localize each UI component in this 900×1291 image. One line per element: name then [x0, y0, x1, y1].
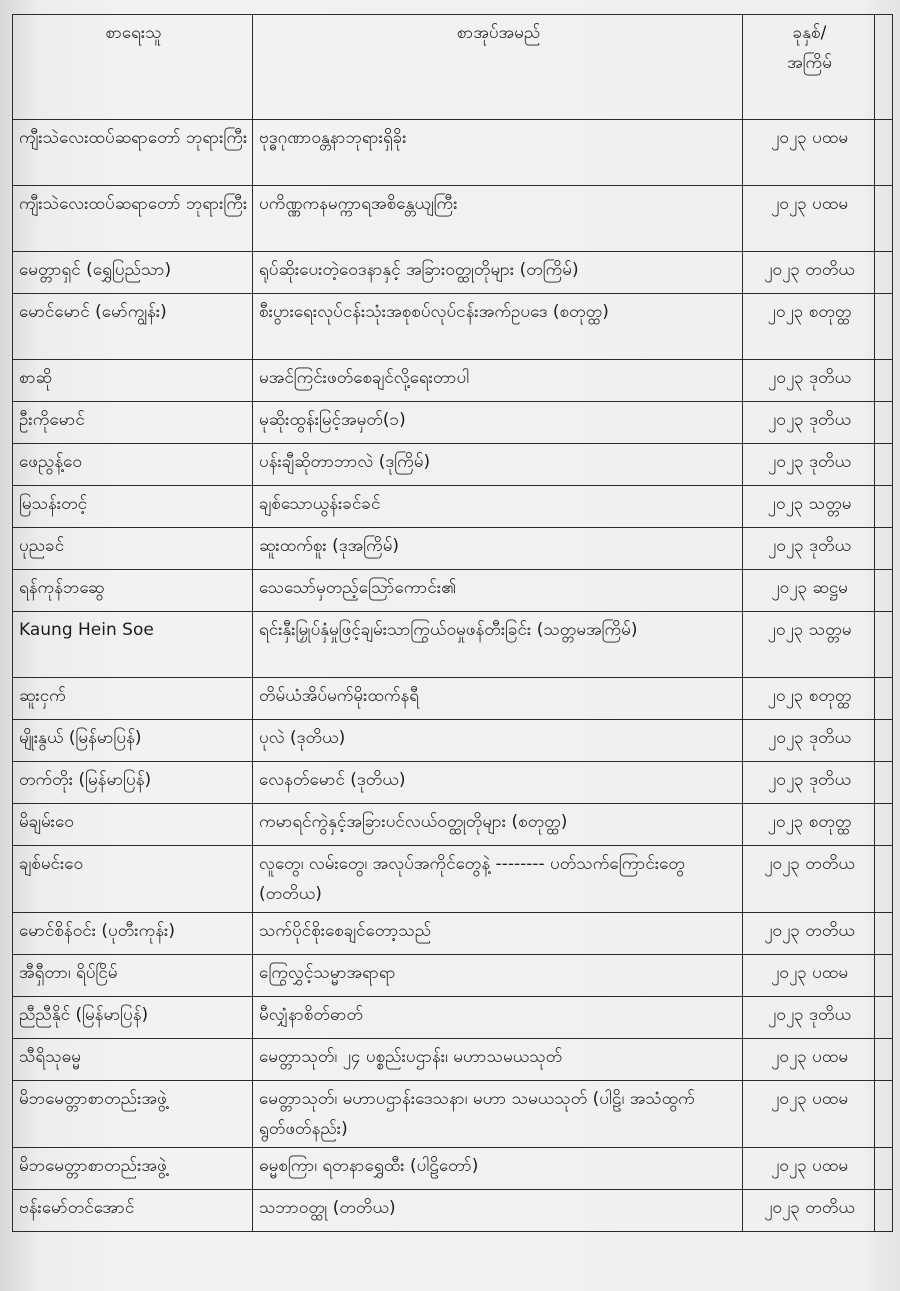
author-cell: ဖေညွန့်ဝေ: [13, 444, 253, 486]
title-cell: ချစ်သောယွန်းခင်ခင်: [253, 486, 743, 528]
extra-cell: [875, 570, 893, 612]
edition-cell: ၂၀၂၃ တတိယ: [743, 252, 875, 294]
title-cell: ပကိဏ္ဏကနမက္ကာရအစိန္တေယျကြီး: [253, 186, 743, 252]
title-cell: လူတွေ၊ လမ်းတွေ၊ အလုပ်အကိုင်တွေနဲ့ -------- ပတ်သက်ကြောင်းတွေ (တတိယ): [253, 846, 743, 913]
extra-cell: [875, 1190, 893, 1232]
table-row: [13, 1190, 893, 1232]
header-author: စာရေးသူ: [13, 15, 253, 120]
extra-cell: [875, 294, 893, 360]
title-cell: စီးပွားရေးလုပ်ငန်းသုံးအစုစပ်လုပ်ငန်းအက်ဥပဒေ (စတုတ္ထ): [253, 294, 743, 360]
edition-cell: ၂၀၂၃ တတိယ: [743, 1190, 875, 1232]
edition-cell: ၂၀၂၃ စတုတ္ထ: [743, 678, 875, 720]
author-cell: သီရိသုဓမ္မ: [13, 1039, 253, 1081]
extra-cell: [875, 804, 893, 846]
table-row: [13, 1039, 893, 1081]
edition-cell: ၂၀၂၃ ပထမ: [743, 120, 875, 186]
extra-cell: [875, 762, 893, 804]
table-row: [13, 1081, 893, 1148]
author-cell: ရန်ကုန်ဘဆွေ: [13, 570, 253, 612]
edition-cell: ၂၀၂၃ ဒုတိယ: [743, 720, 875, 762]
edition-cell: ၂၀၂၃ တတိယ: [743, 913, 875, 955]
edition-cell: ၂၀၂၃ ဒုတိယ: [743, 444, 875, 486]
table-row: [13, 804, 893, 846]
author-cell: မောင်မောင် (မော်ကျွန်း): [13, 294, 253, 360]
table-row: [13, 486, 893, 528]
edition-cell: ၂၀၂၃ ဒုတိယ: [743, 762, 875, 804]
table-row: [13, 997, 893, 1039]
extra-cell: [875, 402, 893, 444]
extra-cell: [875, 997, 893, 1039]
edition-cell: ၂၀၂၃ ပထမ: [743, 1148, 875, 1190]
table-row: [13, 1148, 893, 1190]
title-cell: မုဆိုးထွန်းမြင့်အမှတ်(၁): [253, 402, 743, 444]
extra-cell: [875, 186, 893, 252]
edition-cell: ၂၀၂၃ ဒုတိယ: [743, 402, 875, 444]
table-row: [13, 570, 893, 612]
edition-cell: ၂၀၂၃ စတုတ္ထ: [743, 804, 875, 846]
extra-cell: [875, 360, 893, 402]
author-cell: မိဘမေတ္တာစာတည်းအဖွဲ့: [13, 1081, 253, 1148]
table-row: [13, 528, 893, 570]
table-row: [13, 846, 893, 913]
author-cell: မိချမ်းဝေ: [13, 804, 253, 846]
table-row: [13, 444, 893, 486]
table-row: [13, 186, 893, 252]
author-cell: စာဆို: [13, 360, 253, 402]
table-row: [13, 678, 893, 720]
title-cell: ဆူးထက်စူး (ဒုအကြိမ်): [253, 528, 743, 570]
extra-cell: [875, 955, 893, 997]
author-cell: Kaung Hein Soe: [13, 612, 253, 678]
title-cell: ရင်းနှီးမြှုပ်နှံမှုဖြင့်ချမ်းသာကြွယ်ဝမှုဖန်တီးခြင်း (သတ္တမအကြိမ်): [253, 612, 743, 678]
title-cell: ပုလဲ (ဒုတိယ): [253, 720, 743, 762]
extra-cell: [875, 444, 893, 486]
book-list-table: [12, 14, 893, 1232]
author-cell: ချစ်မင်းဝေ: [13, 846, 253, 913]
title-cell: သက်ပိုင်စိုးစေချင်တော့သည်: [253, 913, 743, 955]
extra-cell: [875, 120, 893, 186]
extra-cell: [875, 913, 893, 955]
table-row: [13, 294, 893, 360]
title-cell: ဗုဒ္ဓဂုဏာဝန္တနာဘုရားရှိခိုး: [253, 120, 743, 186]
extra-cell: [875, 1081, 893, 1148]
author-cell: မေတ္တာရှင် (ရွှေပြည်သာ): [13, 252, 253, 294]
author-cell: မျိုးနွယ် (မြန်မာပြန်): [13, 720, 253, 762]
table-row: [13, 360, 893, 402]
title-cell: တိမ်ယံအိပ်မက်မိုးထက်နရီ: [253, 678, 743, 720]
table-row: [13, 120, 893, 186]
extra-cell: [875, 1148, 893, 1190]
table-row: [13, 955, 893, 997]
extra-cell: [875, 486, 893, 528]
header-extra-column: [875, 15, 893, 120]
table-row: [13, 762, 893, 804]
title-cell: မီလျှံနာစိတ်ဓာတ်: [253, 997, 743, 1039]
author-cell: ဗန်းမော်တင်အောင်: [13, 1190, 253, 1232]
title-cell: လေနတ်မောင် (ဒုတိယ): [253, 762, 743, 804]
author-cell: ပုညခင်: [13, 528, 253, 570]
header-row: [13, 15, 893, 120]
author-cell: ဦးကိုမောင်: [13, 402, 253, 444]
extra-cell: [875, 528, 893, 570]
header-edition: [743, 15, 875, 120]
edition-cell: ၂၀၂၃ ပထမ: [743, 186, 875, 252]
author-cell: ကျီးသဲလေးထပ်ဆရာတော် ဘုရားကြီး: [13, 186, 253, 252]
extra-cell: [875, 846, 893, 913]
edition-cell: ၂၀၂၃ သတ္တမ: [743, 612, 875, 678]
edition-cell: ၂၀၂၃ တတိယ: [743, 846, 875, 913]
title-cell: ပန်းချီဆိုတာဘာလဲ (ဒုကြိမ်): [253, 444, 743, 486]
edition-cell: ၂၀၂၃ ပထမ: [743, 1081, 875, 1148]
table-row: [13, 252, 893, 294]
edition-cell: ၂၀၂၃ ပထမ: [743, 1039, 875, 1081]
title-cell: ကြွေလွှင့်သမ္မာအရာရာ: [253, 955, 743, 997]
extra-cell: [875, 678, 893, 720]
edition-cell: ၂၀၂၃ သတ္တမ: [743, 486, 875, 528]
table-row: [13, 612, 893, 678]
table-row: [13, 913, 893, 955]
author-cell: အီရှီတာ၊ ရိပ်ငြိမ်: [13, 955, 253, 997]
author-cell: မြသန်းတင့်: [13, 486, 253, 528]
table-row: [13, 402, 893, 444]
title-cell: ဓမ္မစကြာ၊ ရတနာရွှေထီး (ပါဠိတော်): [253, 1148, 743, 1190]
edition-cell: ၂၀၂၃ ပထမ: [743, 955, 875, 997]
edition-cell: ၂၀၂၃ ဒုတိယ: [743, 528, 875, 570]
title-cell: သဘာဝတ္ထု (တတိယ): [253, 1190, 743, 1232]
title-cell: မေတ္တာသုတ်၊ ၂၄ ပစ္စည်းပဌာန်း၊ မဟာသမယသုတ်: [253, 1039, 743, 1081]
header-title: စာအုပ်အမည်: [253, 15, 743, 120]
edition-cell: ၂၀၂၃ ဆဋ္ဌမ: [743, 570, 875, 612]
edition-cell: ၂၀၂၃ ဒုတိယ: [743, 360, 875, 402]
header-edition-line2: အကြိမ်: [787, 53, 832, 73]
author-cell: မောင်စိန်ဝင်း (ပုတီးကုန်း): [13, 913, 253, 955]
author-cell: ညီညီနိုင် (မြန်မာပြန်): [13, 997, 253, 1039]
title-cell: ရုပ်ဆိုးပေးတဲ့ဝေဒနာနှင့် အခြားဝတ္ထုတိုများ (တကြိမ်): [253, 252, 743, 294]
title-cell: သေသော်မှတည့်သြော်ကောင်း၏: [253, 570, 743, 612]
author-cell: ကျီးသဲလေးထပ်ဆရာတော် ဘုရားကြီး: [13, 120, 253, 186]
title-cell: မအင်ကြင်းဖတ်စေချင်လို့ရေးတာပါ: [253, 360, 743, 402]
author-cell: မိဘမေတ္တာစာတည်းအဖွဲ့: [13, 1148, 253, 1190]
title-cell: ကမာရင်ကွဲနှင့်အခြားပင်လယ်ဝတ္ထုတိုများ (စတုတ္ထ): [253, 804, 743, 846]
author-cell: ဆူးငှက်: [13, 678, 253, 720]
extra-cell: [875, 720, 893, 762]
header-edition-line1: ခုနှစ်/: [792, 23, 827, 43]
author-cell: တက်တိုး (မြန်မာပြန်): [13, 762, 253, 804]
edition-cell: ၂၀၂၃ စတုတ္ထ: [743, 294, 875, 360]
title-cell: မေတ္တာသုတ်၊ မဟာပဌာန်းဒေသနာ၊ မဟာ သမယသုတ် (ပါဠိ၊ အသံထွက်ရွတ်ဖတ်နည်း): [253, 1081, 743, 1148]
extra-cell: [875, 612, 893, 678]
extra-cell: [875, 1039, 893, 1081]
edition-cell: ၂၀၂၃ ဒုတိယ: [743, 997, 875, 1039]
table-row: [13, 720, 893, 762]
extra-cell: [875, 252, 893, 294]
